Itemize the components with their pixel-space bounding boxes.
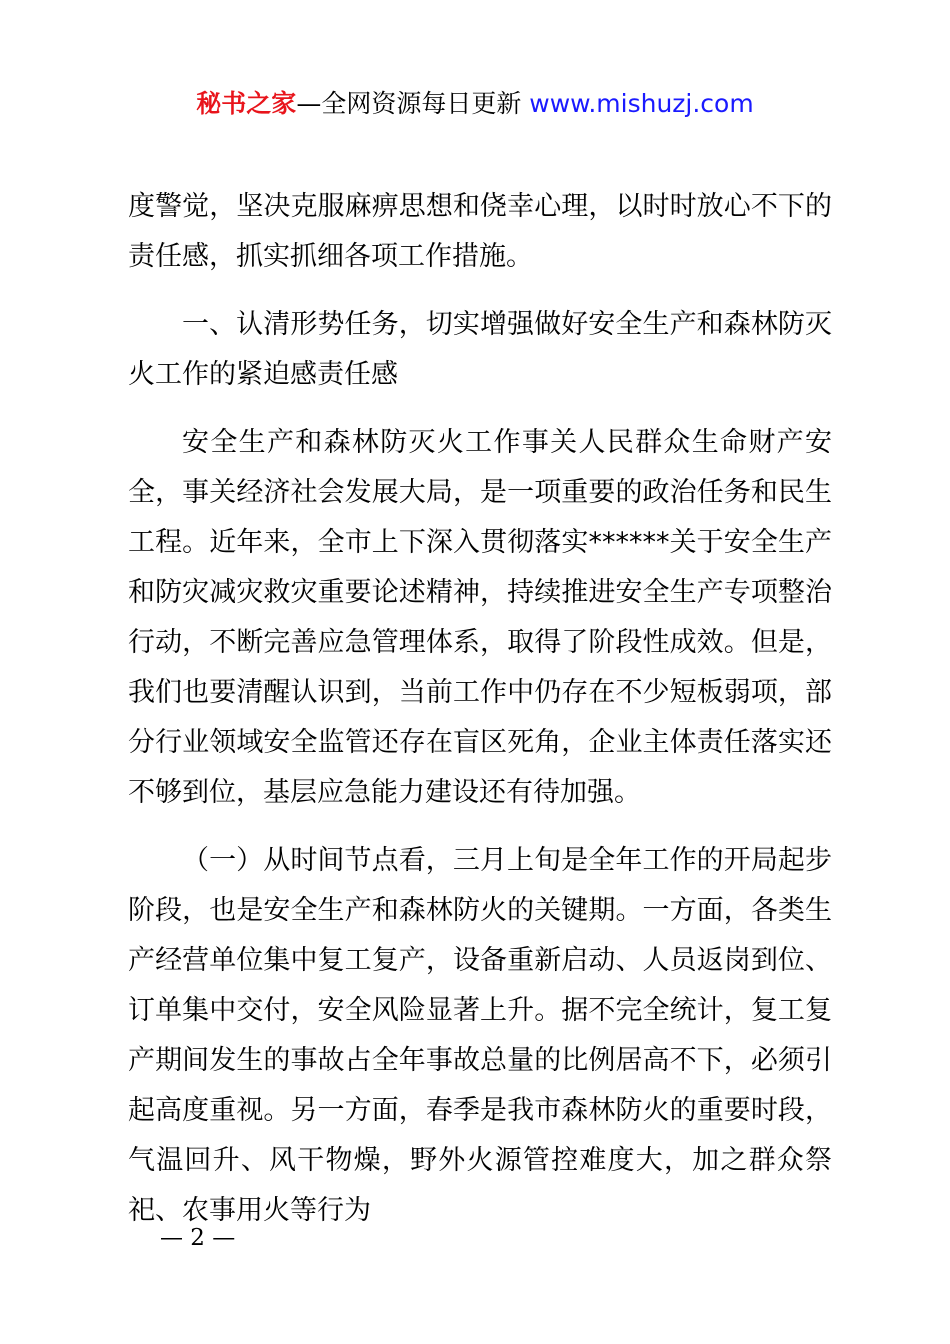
paragraph-overview: 安全生产和森林防灭火工作事关人民群众生命财产安全，事关经济社会发展大局，是一项重要的政治任务和民生工程。近年来，全市上下深入贯彻落实******关于安全生产和防灾减灾救灾重要论述精神，持续推进安全生产专项整治行动，不断完善应急管理体系，取得了阶段性成效。但是，我们也要清醒认识到，当前工作中仍存在不少短板弱项，部分行业领域安全监管还存在盲区死角，企业主体责任落实还不够到位，基层应急能力建设还有待加强。 [128, 427, 832, 808]
header-brand: 秘书之家 [196, 89, 297, 118]
section-heading: 一、认清形势任务，切实增强做好安全生产和森林防灭火工作的紧迫感责任感 [128, 309, 832, 390]
document-header [0, 86, 950, 122]
document-body [128, 182, 832, 1236]
header-tagline: —全网资源每日更新 [296, 89, 522, 118]
header-url[interactable]: www.mishuzj.com [529, 89, 754, 118]
paragraph-continuation: 度警觉，坚决克服麻痹思想和侥幸心理，以时时放心不下的责任感，抓实抓细各项工作措施。 [128, 191, 832, 272]
paragraph-time-node: （一）从时间节点看，三月上旬是全年工作的开局起步阶段，也是安全生产和森林防火的关键期。一方面，各类生产经营单位集中复工复产，设备重新启动、人员返岗到位、订单集中交付，安全风险显著上升。据不完全统计，复工复产期间发生的事故占全年事故总量的比例居高不下，必须引起高度重视。另一方面，春季是我市森林防火的重要时段，气温回升、风干物燥，野外火源管控难度大，加之群众祭祀、农事用火等行为 [128, 845, 832, 1226]
page-number: — 2 — [160, 1225, 236, 1251]
